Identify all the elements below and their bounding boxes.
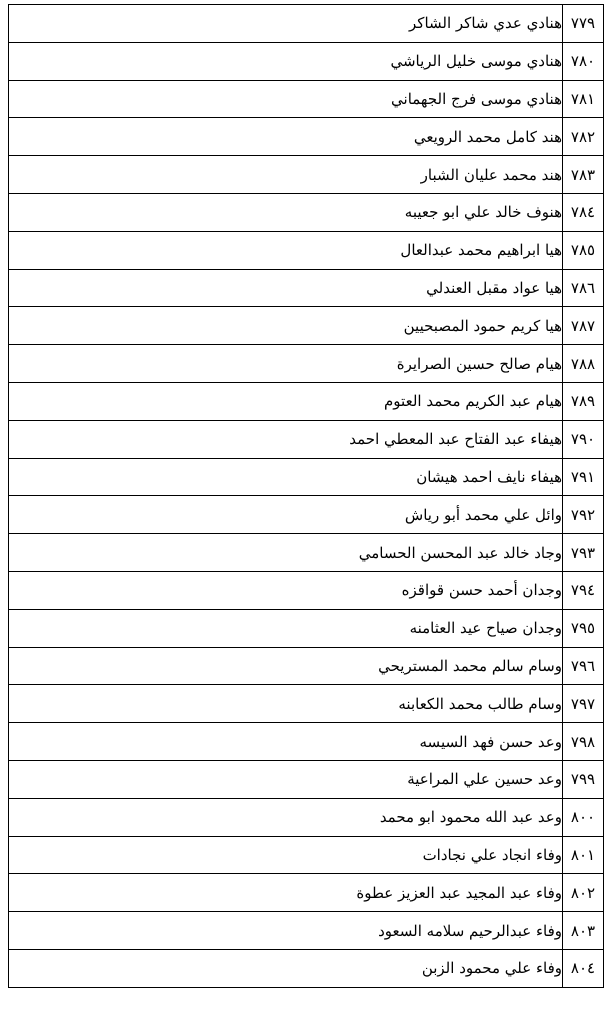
row-number: ٧٨٦ [563, 269, 604, 307]
table-row [9, 571, 604, 609]
table-row [9, 496, 604, 534]
names-table [8, 4, 604, 988]
person-name: هند محمد عليان الشبار [9, 156, 563, 194]
row-number: ٧٨٣ [563, 156, 604, 194]
person-name: وجدان صياح عيد العثامنه [9, 609, 563, 647]
row-number: ٧٨٢ [563, 118, 604, 156]
person-name: وعد عبد الله محمود ابو محمد [9, 798, 563, 836]
person-name: هيا عواد مقبل العندلي [9, 269, 563, 307]
person-name: هنوف خالد علي ابو جعيبه [9, 193, 563, 231]
row-number: ٨٠١ [563, 836, 604, 874]
row-number: ٧٩٤ [563, 571, 604, 609]
table-row [9, 458, 604, 496]
row-number: ٧٨٠ [563, 42, 604, 80]
person-name: وعد حسين علي المراعية [9, 760, 563, 798]
row-number: ٧٨٤ [563, 193, 604, 231]
table-row [9, 609, 604, 647]
table-row [9, 760, 604, 798]
table-row [9, 685, 604, 723]
row-number: ٧٩٥ [563, 609, 604, 647]
row-number: ٧٨١ [563, 80, 604, 118]
table-row [9, 836, 604, 874]
person-name: وجاد خالد عبد المحسن الحسامي [9, 534, 563, 572]
person-name: وائل علي محمد أبو رياش [9, 496, 563, 534]
table-row [9, 231, 604, 269]
table-row [9, 382, 604, 420]
table-row [9, 420, 604, 458]
row-number: ٨٠٤ [563, 949, 604, 987]
person-name: هنادي موسى فرج الجهماني [9, 80, 563, 118]
row-number: ٨٠٠ [563, 798, 604, 836]
person-name: وفاء عبدالرحيم سلامه السعود [9, 912, 563, 950]
row-number: ٧٩٧ [563, 685, 604, 723]
table-row [9, 156, 604, 194]
row-number: ٨٠٢ [563, 874, 604, 912]
table-row [9, 912, 604, 950]
person-name: وجدان أحمد حسن قواقزه [9, 571, 563, 609]
row-number: ٧٨٩ [563, 382, 604, 420]
row-number: ٧٩١ [563, 458, 604, 496]
table-row [9, 345, 604, 383]
person-name: وعد حسن فهد السيسه [9, 723, 563, 761]
person-name: هنادي موسى خليل الرياشي [9, 42, 563, 80]
row-number: ٧٩٣ [563, 534, 604, 572]
row-number: ٧٨٧ [563, 307, 604, 345]
row-number: ٧٨٨ [563, 345, 604, 383]
document-page [8, 4, 604, 988]
person-name: هيام عبد الكريم محمد العتوم [9, 382, 563, 420]
table-row [9, 42, 604, 80]
table-row [9, 307, 604, 345]
row-number: ٧٩٠ [563, 420, 604, 458]
table-row [9, 80, 604, 118]
person-name: هيا كريم حمود المصبحيين [9, 307, 563, 345]
person-name: هيفاء عبد الفتاح عبد المعطي احمد [9, 420, 563, 458]
table-row [9, 193, 604, 231]
person-name: هيفاء نايف احمد هيشان [9, 458, 563, 496]
person-name: هيا ابراهيم محمد عبدالعال [9, 231, 563, 269]
row-number: ٧٧٩ [563, 5, 604, 43]
table-row [9, 874, 604, 912]
row-number: ٧٩٦ [563, 647, 604, 685]
person-name: وفاء انجاد علي نجادات [9, 836, 563, 874]
person-name: وفاء عبد المجيد عبد العزيز عطوة [9, 874, 563, 912]
person-name: هيام صالح حسين الصرايرة [9, 345, 563, 383]
names-table-body [9, 5, 604, 988]
table-row [9, 534, 604, 572]
row-number: ٧٩٨ [563, 723, 604, 761]
table-row [9, 5, 604, 43]
table-row [9, 269, 604, 307]
person-name: هنادي عدي شاكر الشاكر [9, 5, 563, 43]
person-name: وسام طالب محمد الكعابنه [9, 685, 563, 723]
row-number: ٨٠٣ [563, 912, 604, 950]
person-name: هند كامل محمد الرويعي [9, 118, 563, 156]
table-row [9, 647, 604, 685]
table-row [9, 723, 604, 761]
table-row [9, 798, 604, 836]
row-number: ٧٨٥ [563, 231, 604, 269]
row-number: ٧٩٩ [563, 760, 604, 798]
table-row [9, 118, 604, 156]
row-number: ٧٩٢ [563, 496, 604, 534]
person-name: وسام سالم محمد المستريحي [9, 647, 563, 685]
table-row [9, 949, 604, 987]
person-name: وفاء علي محمود الزبن [9, 949, 563, 987]
